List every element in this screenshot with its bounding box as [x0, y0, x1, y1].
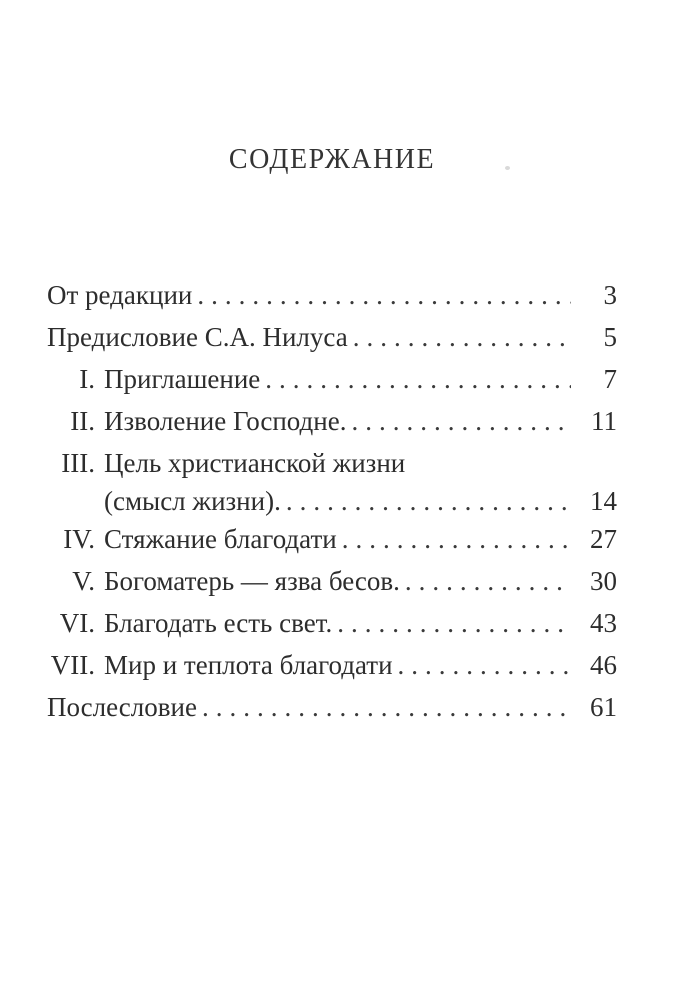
- toc-entry: [47, 484, 617, 518]
- book-page: [47, 0, 617, 1000]
- toc-entry-title: Стяжание благодати: [104, 524, 337, 554]
- toc-entry-page-number: 5: [603, 322, 617, 352]
- toc-entry: [47, 316, 617, 358]
- toc-entry: [47, 602, 617, 644]
- toc-entry-title: Цель христианской жизни: [104, 448, 406, 478]
- toc-entry-title: (смысл жизни).: [104, 486, 281, 516]
- dot-leader: [342, 518, 571, 560]
- scan-speck: [505, 166, 510, 170]
- toc-entry-page-number: 61: [590, 692, 617, 722]
- toc-entry-title: Мир и теплота благодати: [104, 650, 393, 680]
- toc-entry-page-number: 27: [590, 524, 617, 554]
- toc-entry-numeral: II.: [70, 406, 95, 436]
- toc-entry: [47, 518, 617, 560]
- dot-leader: [286, 484, 571, 518]
- toc-entry-title: Предисловие С.А. Нилуса: [47, 322, 348, 352]
- toc-entry-numeral: VII.: [50, 650, 95, 680]
- table-of-contents: [47, 274, 617, 728]
- toc-entry-title: Изволение Господне.: [104, 406, 347, 436]
- toc-entry-page-number: 14: [590, 486, 617, 516]
- toc-entry: [47, 560, 617, 602]
- dot-leader: [405, 560, 571, 602]
- toc-entry: [47, 400, 617, 442]
- toc-entry-title: Приглашение: [104, 364, 261, 394]
- toc-entry-page-number: 11: [591, 406, 617, 436]
- toc-entry-page-number: 7: [603, 364, 617, 394]
- toc-entry-title: От редакции: [47, 280, 193, 310]
- page-title: СОДЕРЖАНИЕ: [228, 144, 436, 175]
- toc-entry-numeral: IV.: [63, 524, 95, 554]
- toc-entry: [47, 686, 617, 728]
- toc-entry-page-number: 43: [590, 608, 617, 638]
- toc-entry: [47, 442, 617, 484]
- toc-entry-numeral: VI.: [59, 608, 95, 638]
- toc-entry: [47, 358, 617, 400]
- toc-entry: [47, 644, 617, 686]
- dot-leader: [337, 602, 571, 644]
- toc-entry-title: Благодать есть свет.: [104, 608, 333, 638]
- toc-entry-numeral: I.: [79, 364, 95, 394]
- dot-leader: [398, 644, 571, 686]
- dot-leader: [353, 316, 571, 358]
- dot-leader: [202, 686, 571, 728]
- toc-entry-numeral: V.: [72, 566, 95, 596]
- toc-entry-page-number: 3: [603, 280, 617, 310]
- dot-leader: [265, 358, 571, 400]
- toc-entry-title: Послесловие: [47, 692, 197, 722]
- toc-entry-numeral: III.: [61, 448, 95, 478]
- toc-entry-page-number: 30: [590, 566, 617, 596]
- dot-leader: [197, 274, 571, 316]
- toc-entry-page-number: 46: [590, 650, 617, 680]
- toc-entry-title: Богоматерь — язва бесов.: [104, 566, 400, 596]
- toc-entry: [47, 274, 617, 316]
- dot-leader: [351, 400, 571, 442]
